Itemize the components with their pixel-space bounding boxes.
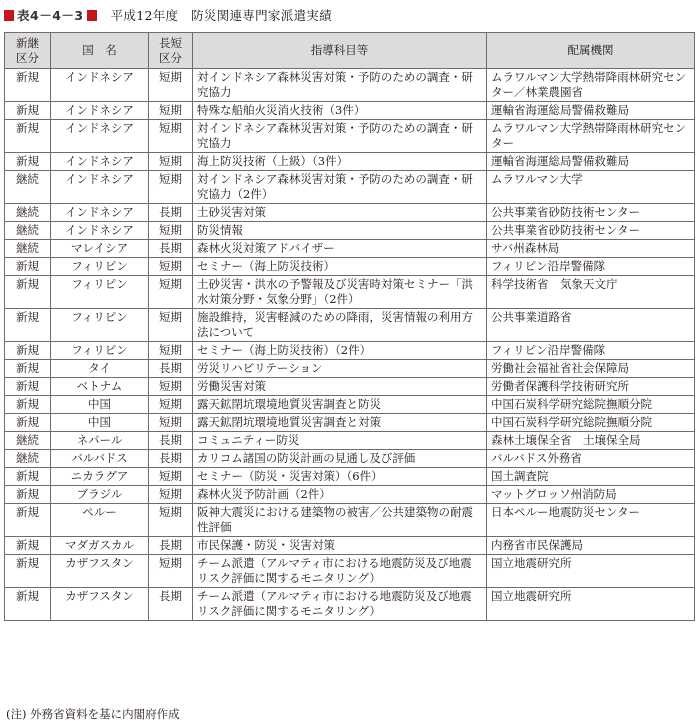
table-row bbox=[5, 414, 695, 432]
cell-kubun: 新規 bbox=[5, 360, 51, 378]
cell-subject: 対インドネシア森林災害対策・予防のための調査・研究協力 bbox=[193, 69, 487, 102]
dispatch-table bbox=[4, 32, 695, 621]
cell-org: 科学技術省 気象天文庁 bbox=[487, 276, 695, 309]
header-term: 長短 区分 bbox=[149, 33, 193, 69]
cell-org: 中国石炭科学研究総院撫順分院 bbox=[487, 414, 695, 432]
table-row bbox=[5, 588, 695, 621]
cell-kubun: 新規 bbox=[5, 486, 51, 504]
cell-subject: カリコム諸国の防災計画の見通し及び評価 bbox=[193, 450, 487, 468]
cell-subject: チーム派遣（アルマティ市における地震防災及び地震リスク評価に関するモニタリング） bbox=[193, 588, 487, 621]
cell-term: 短期 bbox=[149, 222, 193, 240]
cell-country: ニカラグア bbox=[51, 468, 149, 486]
cell-country: 中国 bbox=[51, 414, 149, 432]
cell-org: 公共事業省砂防技術センター bbox=[487, 204, 695, 222]
cell-kubun: 新規 bbox=[5, 588, 51, 621]
cell-org: 労働者保護科学技術研究所 bbox=[487, 378, 695, 396]
table-row bbox=[5, 309, 695, 342]
cell-term: 短期 bbox=[149, 153, 193, 171]
cell-kubun: 継続 bbox=[5, 240, 51, 258]
table-title bbox=[4, 4, 332, 26]
cell-org: 国立地震研究所 bbox=[487, 555, 695, 588]
cell-country: マダガスカル bbox=[51, 537, 149, 555]
cell-subject: 土砂災害対策 bbox=[193, 204, 487, 222]
cell-kubun: 新規 bbox=[5, 468, 51, 486]
table-row bbox=[5, 468, 695, 486]
cell-country: インドネシア bbox=[51, 120, 149, 153]
cell-org: 中国石炭科学研究総院撫順分院 bbox=[487, 396, 695, 414]
cell-kubun: 継続 bbox=[5, 171, 51, 204]
table-row bbox=[5, 504, 695, 537]
table-row bbox=[5, 537, 695, 555]
cell-org: マットグロッソ州消防局 bbox=[487, 486, 695, 504]
title-marker-square-left bbox=[4, 10, 14, 21]
cell-country: フィリピン bbox=[51, 258, 149, 276]
cell-term: 長期 bbox=[149, 537, 193, 555]
cell-country: タイ bbox=[51, 360, 149, 378]
table-row bbox=[5, 432, 695, 450]
cell-country: インドネシア bbox=[51, 204, 149, 222]
cell-term: 短期 bbox=[149, 171, 193, 204]
cell-subject: 防災情報 bbox=[193, 222, 487, 240]
cell-term: 短期 bbox=[149, 468, 193, 486]
cell-subject: 森林火災対策アドバイザー bbox=[193, 240, 487, 258]
cell-term: 短期 bbox=[149, 378, 193, 396]
cell-org: 公共事業道路省 bbox=[487, 309, 695, 342]
table-row bbox=[5, 450, 695, 468]
table-row bbox=[5, 102, 695, 120]
table-row bbox=[5, 342, 695, 360]
cell-term: 短期 bbox=[149, 309, 193, 342]
cell-country: フィリピン bbox=[51, 342, 149, 360]
table-body bbox=[5, 69, 695, 621]
table-row bbox=[5, 360, 695, 378]
cell-kubun: 継続 bbox=[5, 204, 51, 222]
cell-term: 短期 bbox=[149, 258, 193, 276]
cell-term: 長期 bbox=[149, 360, 193, 378]
cell-subject: チーム派遣（アルマティ市における地震防災及び地震リスク評価に関するモニタリング） bbox=[193, 555, 487, 588]
cell-country: ブラジル bbox=[51, 486, 149, 504]
cell-subject: 露天鉱閉坑環境地質災害調査と防災 bbox=[193, 396, 487, 414]
table-caption: 平成12年度 防災関連専門家派遣実績 bbox=[110, 8, 332, 23]
cell-org: ムラワルマン大学熱帯降雨林研究センター bbox=[487, 120, 695, 153]
cell-subject: 特殊な船舶火災消火技術（3件） bbox=[193, 102, 487, 120]
table-row bbox=[5, 396, 695, 414]
cell-kubun: 新規 bbox=[5, 153, 51, 171]
cell-org: フィリピン沿岸警備隊 bbox=[487, 258, 695, 276]
cell-subject: セミナー（海上防災技術）（2件） bbox=[193, 342, 487, 360]
cell-country: バルバドス bbox=[51, 450, 149, 468]
table-number: 表4－4－3 bbox=[17, 8, 84, 23]
cell-term: 短期 bbox=[149, 396, 193, 414]
cell-term: 短期 bbox=[149, 414, 193, 432]
cell-country: インドネシア bbox=[51, 69, 149, 102]
cell-country: フィリピン bbox=[51, 276, 149, 309]
cell-subject: 対インドネシア森林災害対策・予防のための調査・研究協力（2件） bbox=[193, 171, 487, 204]
cell-country: 中国 bbox=[51, 396, 149, 414]
cell-kubun: 新規 bbox=[5, 396, 51, 414]
cell-term: 短期 bbox=[149, 102, 193, 120]
table-row bbox=[5, 555, 695, 588]
cell-subject: 対インドネシア森林災害対策・予防のための調査・研究協力 bbox=[193, 120, 487, 153]
cell-subject: 労災リハビリテーション bbox=[193, 360, 487, 378]
cell-kubun: 継続 bbox=[5, 432, 51, 450]
cell-kubun: 新規 bbox=[5, 537, 51, 555]
cell-country: ベトナム bbox=[51, 378, 149, 396]
header-kubun: 新継 区分 bbox=[5, 33, 51, 69]
cell-term: 短期 bbox=[149, 342, 193, 360]
cell-org: サバ州森林局 bbox=[487, 240, 695, 258]
cell-subject: 市民保護・防災・災害対策 bbox=[193, 537, 487, 555]
cell-term: 長期 bbox=[149, 588, 193, 621]
table-row bbox=[5, 153, 695, 171]
cell-kubun: 新規 bbox=[5, 555, 51, 588]
cell-kubun: 新規 bbox=[5, 378, 51, 396]
cell-kubun: 新規 bbox=[5, 258, 51, 276]
table-row bbox=[5, 120, 695, 153]
cell-kubun: 新規 bbox=[5, 102, 51, 120]
cell-term: 短期 bbox=[149, 504, 193, 537]
cell-org: 運輸省海運総局警備救難局 bbox=[487, 153, 695, 171]
cell-country: インドネシア bbox=[51, 153, 149, 171]
cell-country: マレイシア bbox=[51, 240, 149, 258]
cell-term: 長期 bbox=[149, 432, 193, 450]
header-org: 配属機関 bbox=[487, 33, 695, 69]
cell-org: 内務省市民保護局 bbox=[487, 537, 695, 555]
table-row bbox=[5, 378, 695, 396]
cell-country: インドネシア bbox=[51, 222, 149, 240]
cell-term: 短期 bbox=[149, 486, 193, 504]
cell-term: 短期 bbox=[149, 120, 193, 153]
cell-org: 運輸省海運総局警備救難局 bbox=[487, 102, 695, 120]
cell-kubun: 新規 bbox=[5, 504, 51, 537]
cell-term: 短期 bbox=[149, 276, 193, 309]
cell-term: 長期 bbox=[149, 450, 193, 468]
table-row bbox=[5, 69, 695, 102]
cell-subject: 土砂災害・洪水の予警報及び災害時対策セミナー「洪水対策分野・気象分野」（2件） bbox=[193, 276, 487, 309]
cell-org: バルバドス外務省 bbox=[487, 450, 695, 468]
cell-term: 短期 bbox=[149, 555, 193, 588]
cell-country: ネパール bbox=[51, 432, 149, 450]
cell-subject: 労働災害対策 bbox=[193, 378, 487, 396]
header-country: 国 名 bbox=[51, 33, 149, 69]
table-row bbox=[5, 486, 695, 504]
cell-subject: 森林火災予防計画（2件） bbox=[193, 486, 487, 504]
cell-kubun: 新規 bbox=[5, 414, 51, 432]
cell-kubun: 新規 bbox=[5, 309, 51, 342]
cell-country: フィリピン bbox=[51, 309, 149, 342]
cell-subject: コミュニティー防災 bbox=[193, 432, 487, 450]
source-note: (注) 外務省資料を基に内閣府作成 bbox=[6, 707, 180, 721]
table-header bbox=[5, 33, 695, 69]
table-row bbox=[5, 171, 695, 204]
cell-term: 短期 bbox=[149, 69, 193, 102]
cell-subject: 海上防災技術（上級）（3件） bbox=[193, 153, 487, 171]
header-subject: 指導科目等 bbox=[193, 33, 487, 69]
cell-org: 国土調査院 bbox=[487, 468, 695, 486]
cell-org: ムラワルマン大学 bbox=[487, 171, 695, 204]
title-marker-square-right bbox=[87, 10, 97, 21]
cell-country: カザフスタン bbox=[51, 555, 149, 588]
cell-kubun: 継続 bbox=[5, 450, 51, 468]
cell-kubun: 新規 bbox=[5, 120, 51, 153]
table-row bbox=[5, 276, 695, 309]
cell-kubun: 新規 bbox=[5, 69, 51, 102]
cell-kubun: 新規 bbox=[5, 276, 51, 309]
cell-country: インドネシア bbox=[51, 102, 149, 120]
cell-org: 公共事業省砂防技術センター bbox=[487, 222, 695, 240]
cell-subject: セミナー（海上防災技術） bbox=[193, 258, 487, 276]
cell-subject: 露天鉱閉坑環境地質災害調査と対策 bbox=[193, 414, 487, 432]
cell-term: 長期 bbox=[149, 204, 193, 222]
cell-org: 森林土壌保全省 土壌保全局 bbox=[487, 432, 695, 450]
cell-term: 長期 bbox=[149, 240, 193, 258]
cell-org: 国立地震研究所 bbox=[487, 588, 695, 621]
cell-subject: 施設維持，災害軽減のための降雨，災害情報の利用方法について bbox=[193, 309, 487, 342]
cell-country: ペルー bbox=[51, 504, 149, 537]
table-row bbox=[5, 240, 695, 258]
cell-subject: 阪神大震災における建築物の被害／公共建築物の耐震性評価 bbox=[193, 504, 487, 537]
cell-kubun: 新規 bbox=[5, 342, 51, 360]
cell-country: カザフスタン bbox=[51, 588, 149, 621]
cell-org: フィリピン沿岸警備隊 bbox=[487, 342, 695, 360]
cell-org: 日本ペルー地震防災センター bbox=[487, 504, 695, 537]
table-row bbox=[5, 204, 695, 222]
table-row bbox=[5, 258, 695, 276]
cell-kubun: 継続 bbox=[5, 222, 51, 240]
cell-country: インドネシア bbox=[51, 171, 149, 204]
cell-org: 労働社会福祉省社会保障局 bbox=[487, 360, 695, 378]
cell-org: ムラワルマン大学熱帯降雨林研究センター／林業農園省 bbox=[487, 69, 695, 102]
cell-subject: セミナー（防災・災害対策）（6件） bbox=[193, 468, 487, 486]
table-row bbox=[5, 222, 695, 240]
